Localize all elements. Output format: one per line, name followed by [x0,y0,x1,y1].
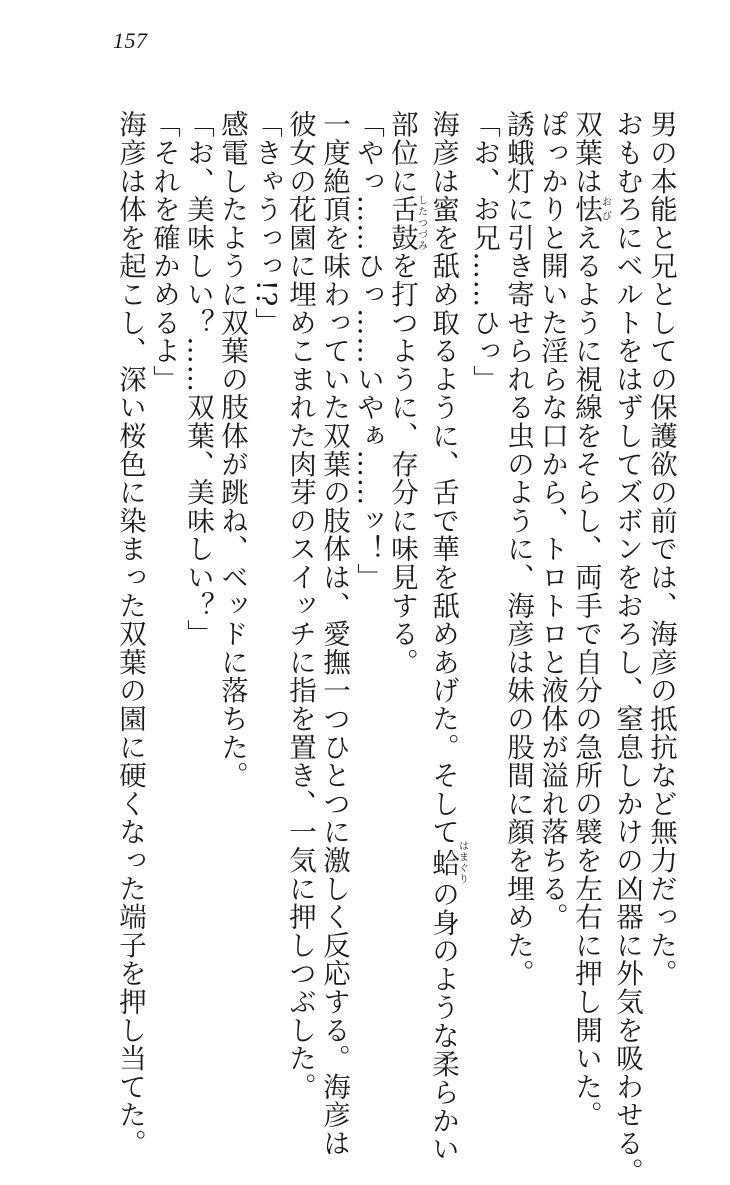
text-line: おもむろにベルトをはずしてズボンをおろし、窒息しかけの凶器に外気を吸わせる。 [611,110,643,1185]
text-line: 海彦は蜜を舐め取るように、舌で華を舐めあげた。そして蛤はまぐりの身のような柔らかい [427,110,468,1163]
text-line: 感電したように双葉の肢体が跳ね、ベッドに落ちた。 [216,110,248,790]
furigana: 怯おび [570,194,611,224]
text-line: 一度絶頂を味わっていた双葉の肢体は、愛撫一つひとつに激しく反応する。海彦は [318,110,350,1158]
text-line: 海彦は体を起こし、深い桜色に染まった双葉の園に硬くなった端子を押し当てた。 [114,110,146,1158]
text-line: 男の本能と兄としての保護欲の前では、海彦の抵抗など無力だった。 [645,110,677,988]
text-line: 「やっ……ひっ……いやぁ……ッ！」 [352,110,384,592]
text-line: 「きゃうっっ!?」 [250,110,282,336]
text-line: ぽっかりと開いた淫らな口から、トロトロと液体が溢れ落ちる。 [536,110,568,931]
text-line: 部位に舌鼓したつづみを打つように、存分に味見する。 [386,110,427,677]
body-text [113,110,678,1185]
furigana: 蛤はまぐり [427,840,468,885]
text-line: 「それを確かめるよ」 [148,110,180,393]
text-line: 「お、美味しい？……双葉、美味しい？」 [182,110,214,648]
page-number: 157 [113,28,148,53]
furigana: 舌鼓したつづみ [386,194,427,252]
text-line: 「お、お兄……ひっ」 [468,110,500,393]
text-line: 誘蛾灯に引き寄せられる虫のように、海彦は妹の股間に顔を埋めた。 [502,110,534,988]
text-line: 彼女の花園に埋めこまれた肉芽のスイッチに指を置き、一気に押しつぶした。 [284,110,316,1101]
text-line: 双葉は怯おびえるように視線をそらし、両手で自分の急所の襞を左右に押し開いた。 [570,110,611,1129]
